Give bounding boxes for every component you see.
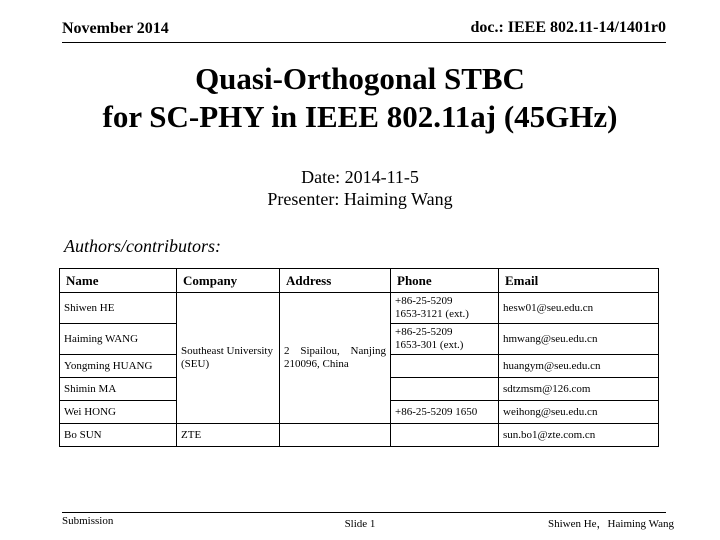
- col-header-name: Name: [60, 269, 177, 293]
- table-header-row: [60, 269, 659, 293]
- cell-email: sdtzmsm@126.com: [499, 378, 659, 401]
- cell-email: hmwang@seu.edu.cn: [499, 324, 659, 355]
- meta-presenter: Presenter: Haiming Wang: [267, 189, 453, 209]
- table-row: [60, 293, 659, 324]
- cell-name: Shimin MA: [60, 378, 177, 401]
- footer-submission: Submission: [62, 515, 114, 527]
- footer-slide-number: Slide 1: [344, 518, 376, 530]
- header-rule: [62, 42, 666, 43]
- cell-name: Wei HONG: [60, 401, 177, 424]
- phone-line-2: 1653-3121 (ext.): [395, 308, 469, 320]
- col-header-email: Email: [499, 269, 659, 293]
- cell-phone: +86-25-5209 1650: [391, 401, 499, 424]
- cell-email: huangym@seu.edu.cn: [499, 355, 659, 378]
- cell-phone: [391, 324, 499, 355]
- phone-line-1: +86-25-5209: [395, 326, 453, 338]
- cell-phone: [391, 424, 499, 447]
- col-header-address: Address: [280, 269, 391, 293]
- title-line-2: for SC-PHY in IEEE 802.11aj (45GHz): [102, 99, 618, 134]
- slide-meta: [0, 166, 720, 210]
- title-line-1: Quasi-Orthogonal STBC: [195, 61, 525, 96]
- cell-address-seu: 2 Sipailou, Nanjing 210096, China: [280, 293, 391, 424]
- authors-label: Authors/contributors:: [64, 236, 222, 256]
- cell-phone: [391, 355, 499, 378]
- authors-table: [59, 268, 659, 447]
- cell-company: ZTE: [177, 424, 280, 447]
- footer-rule: [62, 512, 666, 513]
- cell-address: [280, 424, 391, 447]
- cell-name: Yongming HUANG: [60, 355, 177, 378]
- cell-phone: [391, 293, 499, 324]
- cell-company-seu: Southeast University (SEU): [177, 293, 280, 424]
- cell-name: Shiwen HE: [60, 293, 177, 324]
- cell-phone: [391, 378, 499, 401]
- header-doc-id: doc.: IEEE 802.11-14/1401r0: [470, 19, 666, 36]
- cell-email: weihong@seu.edu.cn: [499, 401, 659, 424]
- phone-line-2: 1653-301 (ext.): [395, 339, 464, 351]
- footer-authors: Shiwen He，Haiming Wang: [547, 518, 674, 530]
- cell-name: Haiming WANG: [60, 324, 177, 355]
- col-header-phone: Phone: [391, 269, 499, 293]
- header-date: November 2014: [62, 20, 169, 37]
- cell-name: Bo SUN: [60, 424, 177, 447]
- meta-date: Date: 2014-11-5: [301, 167, 419, 187]
- phone-line-1: +86-25-5209: [395, 295, 453, 307]
- slide-title: [0, 60, 720, 136]
- table-row: [60, 424, 659, 447]
- cell-email: sun.bo1@zte.com.cn: [499, 424, 659, 447]
- cell-email: hesw01@seu.edu.cn: [499, 293, 659, 324]
- col-header-company: Company: [177, 269, 280, 293]
